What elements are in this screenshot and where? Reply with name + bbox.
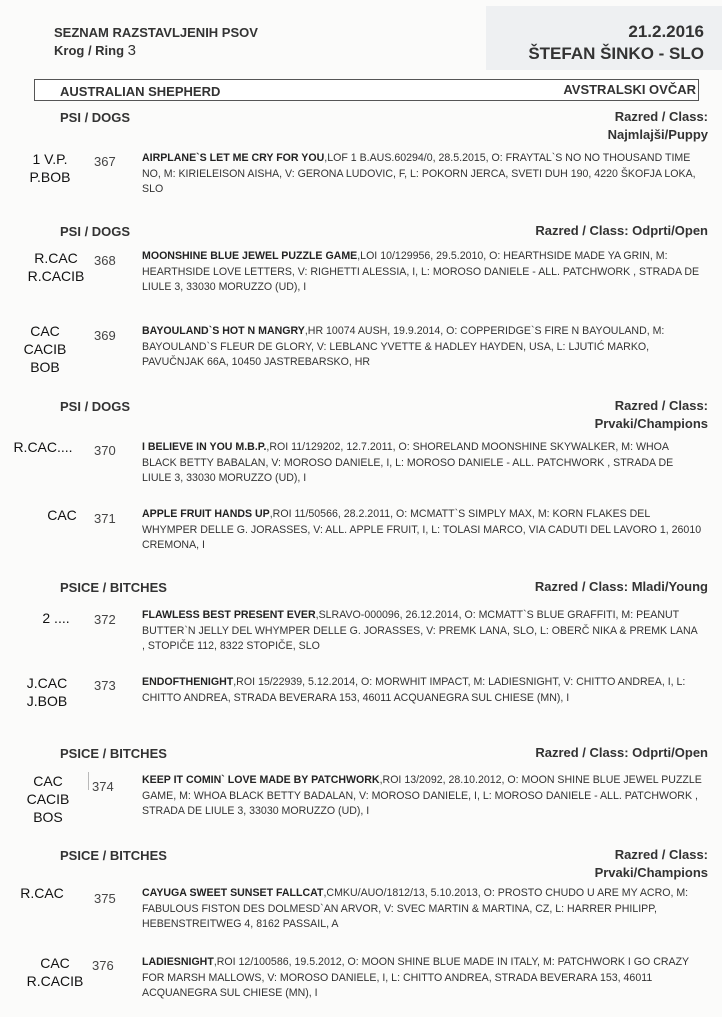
award-line: R.CAC: [20, 885, 64, 901]
dog-name: ENDOFTHENIGHT: [142, 676, 234, 688]
award-line: 2 ....: [42, 610, 70, 626]
award-line: J.BOB: [26, 693, 68, 709]
section-class-label: [535, 222, 708, 240]
entry-award: [16, 609, 96, 627]
award-line: CAC: [40, 955, 70, 971]
entry-number: 376: [92, 958, 114, 973]
award-line: CAC: [33, 773, 63, 789]
award-line: BOS: [33, 809, 63, 825]
section-sex-label: PSICE / BITCHES: [60, 848, 167, 863]
ring-number: 3: [127, 42, 137, 59]
entry-number: 368: [94, 253, 116, 268]
entry-number: 372: [94, 612, 116, 627]
award-line: CAC: [47, 507, 77, 523]
margin-mark: [88, 772, 89, 790]
entry-award: [22, 506, 102, 524]
entry-number: 374: [92, 779, 114, 794]
dog-details: ,HR 10074 AUSH, 19.9.2014, O: COPPERIDGE`S FIRE N BAYOULAND, M: BAYOULAND`S FLEUR DE GLORY, V: LEBLANC YVETTE & HADLEY HAYDEN, USA, L: LJUTIĆ MARKO, PAVUČNJAK 66A, 10450 JASTREBARSKO, HR: [142, 325, 665, 368]
entry-award: [0, 438, 88, 456]
award-line: R.CACIB: [26, 973, 84, 989]
dog-name: FLAWLESS BEST PRESENT EVER: [142, 609, 316, 621]
award-line: BOB: [30, 359, 60, 375]
dog-name: MOONSHINE BLUE JEWEL PUZZLE GAME: [142, 250, 358, 262]
ring-label: Krog / Ring: [54, 43, 125, 58]
entry-text: [142, 249, 702, 296]
section-sex-label: PSI / DOGS: [60, 224, 131, 239]
entry-text: [142, 507, 702, 554]
award-line: CACIB: [23, 341, 67, 357]
entry-text: [142, 151, 702, 198]
entry-award: [16, 249, 96, 285]
entry-text: [142, 675, 702, 706]
section-sex-label: PSI / DOGS: [60, 110, 131, 125]
section-class-label: [608, 108, 708, 144]
dog-details: ,ROI 11/50566, 28.2.2011, O: MCMATT`S SIMPLY MAX, M: KORN FLAKES DEL WHYMPER DELLE G. JORASSES, V: ALL. APPLE FRUIT, I, L: TOLASI MARCO, VIA CADUTI DEL LAVORO 1, 26010 CREMONA, I: [142, 508, 702, 551]
entry-award: [15, 954, 95, 990]
section-sex-label: PSI / DOGS: [60, 399, 131, 414]
entry-award: [5, 322, 85, 376]
entry-text: [142, 955, 702, 1002]
award-line: CAC: [30, 323, 60, 339]
entry-text: [142, 886, 702, 933]
class-label-line: Razred / Class: Odprti/Open: [535, 223, 708, 238]
section-class-label: [535, 578, 708, 596]
entry-number: 373: [94, 678, 116, 693]
breed-name-sl: AVSTRALSKI OVČAR: [563, 82, 696, 97]
entry-text: [142, 440, 702, 487]
judge-name: ŠTEFAN ŠINKO - SLO: [528, 44, 704, 63]
class-name-line: Prvaki/Champions: [594, 416, 708, 431]
entry-text: [142, 608, 702, 655]
class-label-line: Razred / Class:: [614, 847, 708, 862]
class-name-line: Prvaki/Champions: [594, 865, 708, 880]
dog-name: KEEP IT COMIN` LOVE MADE BY PATCHWORK: [142, 774, 380, 786]
dog-details: ,SLRAVO-000096, 26.12.2014, O: MCMATT`S BLUE GRAFFITI, M: PEANUT BUTTER`N JELLY DEL WHYMPER DELLE G. JORASSES, V: PREMK LANA, SLO, L: OBERČ NIKA & PREMK LANA , STOPIČE 112, 8322 STOPIČE, SLO: [142, 609, 698, 652]
page-title: SEZNAM RAZSTAVLJENIH PSOV: [54, 25, 258, 40]
section-class-label: [595, 846, 708, 882]
dog-details: ,ROI 13/2092, 28.10.2012, O: MOON SHINE BLUE JEWEL PUZZLE GAME, M: WHOA BLACK BETTY BADALAN, V: MOROSO DANIELE, I, L: MOROSO DANIELE - ALL. PATCHWORK , STRADA DE LIULE 3, 33030 MORUZZO (UD), I: [142, 774, 702, 817]
award-line: R.CAC: [34, 250, 78, 266]
entry-number: 369: [94, 328, 116, 343]
dog-name: BAYOULAND`S HOT N MANGRY: [142, 325, 305, 337]
dog-name: LADIESNIGHT: [142, 956, 214, 968]
entry-award: [10, 150, 90, 186]
entry-award: [7, 674, 87, 710]
section-class-label: [535, 744, 708, 762]
section-sex-label: PSICE / BITCHES: [60, 580, 167, 595]
dog-details: ,ROI 11/129202, 12.7.2011, O: SHORELAND MOONSHINE SKYWALKER, M: WHOA BLACK BETTY BABALAN, V: MOROSO DANIELE, I, L: MOROSO DANIELE - ALL. PATCHWORK , STRADA DE LIULE 3, 33030 MORUZZO (UD), I: [142, 441, 674, 484]
dog-details: ,LOF 1 B.AUS.60294/0, 28.5.2015, O: FRAYTAL`S NO NO THOUSAND TIME NO, M: KIRIELEISON AISHA, V: GERONA LUDOVIC, F, L: POKORN JERCA, SVETI DUH 190, 4220 ŠKOFJA LOKA, SLO: [142, 152, 696, 195]
section-sex-label: PSICE / BITCHES: [60, 746, 167, 761]
entry-award: [2, 884, 82, 902]
entry-text: [142, 773, 702, 820]
entry-award: [8, 772, 88, 826]
dog-name: I BELIEVE IN YOU M.B.P.: [142, 441, 267, 453]
dog-name: CAYUGA SWEET SUNSET FALLCAT: [142, 887, 324, 899]
dog-name: APPLE FRUIT HANDS UP: [142, 508, 270, 520]
dog-details: ,ROI 15/22939, 5.12.2014, O: MORWHIT IMPACT, M: LADIESNIGHT, V: CHITTO ANDREA, I, L: CHITTO ANDREA, STRADA BEVERARA 153, 46011 ACQUANEGRA SUL CHIESE (MN), I: [142, 676, 686, 704]
breed-name-en: AUSTRALIAN SHEPHERD: [60, 84, 221, 99]
show-date: 21.2.2016: [628, 22, 704, 41]
award-line: J.CAC: [26, 675, 68, 691]
class-label-line: Razred / Class: Mladi/Young: [534, 579, 708, 594]
entry-number: 370: [94, 443, 116, 458]
award-line: 1 V.P.: [32, 151, 68, 167]
dog-details: ,ROI 12/100586, 19.5.2012, O: MOON SHINE BLUE MADE IN ITALY, M: PATCHWORK I GO CRAZY FOR MARSH MALLOWS, V: MOROSO DANIELE, I, L: CHITTO ANDREA, STRADA BEVERARA 153, 46011 ACQUANEGRA SUL CHIESE (MN), I: [142, 956, 689, 999]
class-name-line: Najmlajši/Puppy: [607, 127, 708, 142]
ring-line: [54, 42, 258, 60]
dog-details: ,CMKU/AUO/1812/13, 5.10.2013, O: PROSTO CHUDO U ARE MY ACRO, M: FABULOUS FISTON DES DOLMESD`AN ARVOR, V: SVEC MARTIN & MARTINA, CZ, L: HARRER PHILIPP, HEBENSTREITWEG 4, 8162 PASSAIL, A: [142, 887, 689, 930]
section-class-label: [595, 397, 708, 433]
class-label-line: Razred / Class:: [614, 109, 708, 124]
entry-text: [142, 324, 702, 371]
award-line: R.CACIB: [27, 268, 85, 284]
class-label-line: Razred / Class:: [614, 398, 708, 413]
award-line: CACIB: [26, 791, 70, 807]
entry-number: 371: [94, 511, 116, 526]
award-line: P.BOB: [29, 169, 71, 185]
entry-number: 367: [94, 154, 116, 169]
header-left: [54, 24, 258, 60]
dog-name: AIRPLANE`S LET ME CRY FOR YOU: [142, 152, 325, 164]
class-label-line: Razred / Class: Odprti/Open: [535, 745, 708, 760]
dog-details: ,LOI 10/129956, 29.5.2010, O: HEARTHSIDE MADE YA GRIN, M: HEARTHSIDE LOVE LETTERS, V: RIGHETTI ALESSIA, I, L: MOROSO DANIELE - ALL. PATCHWORK , STRADA DE LIULE 3, 33030 MORUZZO (UD), I: [142, 250, 700, 293]
award-line: R.CAC....: [13, 439, 73, 455]
entry-number: 375: [94, 891, 116, 906]
